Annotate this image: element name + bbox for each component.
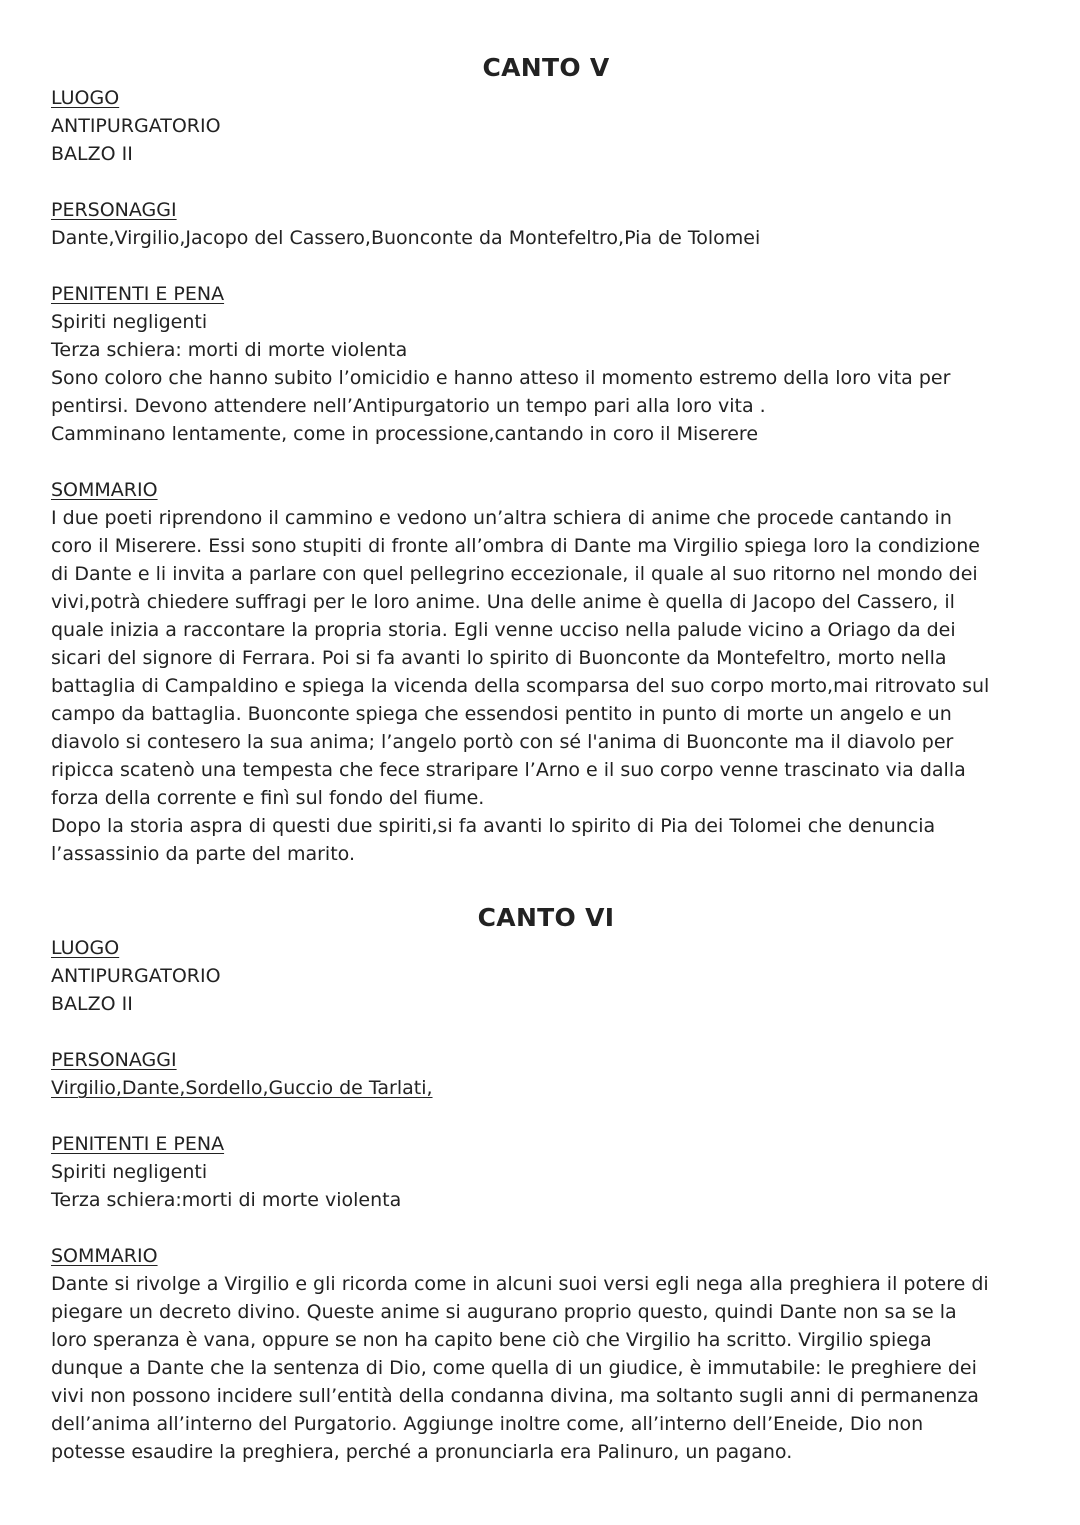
canto-v-sommario-line: vivi,potrà chiedere suffragi per le loro anime. Una delle anime è quella di Jacopo del Cassero, il xyxy=(51,591,955,613)
canto-v-sommario-line: di Dante e li invita a parlare con quel pellegrino eccezionale, il quale al suo ritorno nel mondo dei xyxy=(51,563,978,585)
canto-vi-sommario-line: vivi non possono incidere sull’entità della condanna divina, ma soltanto sugli anni di permanenza xyxy=(51,1385,979,1407)
canto-v-sommario-line: Dopo la storia aspra di questi due spiriti,si fa avanti lo spirito di Pia dei Tolomei che denuncia xyxy=(51,815,936,837)
canto-vi-sommario-line: potesse esaudire la preghiera, perché a pronunciarla era Palinuro, un pagano. xyxy=(51,1441,793,1463)
canto-v-penitenti-section xyxy=(51,280,1041,448)
canto-v-sommario-line: coro il Miserere. Essi sono stupiti di fronte all’ombra di Dante ma Virgilio spiega loro la condizione xyxy=(51,535,980,557)
canto-v-sommario-line: quale inizia a raccontare la propria storia. Egli venne ucciso nella palude vicino a Oriago da dei xyxy=(51,619,956,641)
canto-v-penitenti-line: Spiriti negligenti xyxy=(51,311,208,333)
canto-vi-luogo-line: BALZO II xyxy=(51,993,133,1015)
canto-vi-luogo-heading: LUOGO xyxy=(51,937,120,959)
canto-vi-personaggi-heading: PERSONAGGI xyxy=(51,1049,177,1071)
canto-vi-title: CANTO VI xyxy=(477,903,615,932)
canto-v-sommario-line: campo da battaglia. Buonconte spiega che essendosi pentito in punto di morte un angelo e un xyxy=(51,703,952,725)
canto-v-sommario-line: diavolo si contesero la sua anima; l’angelo portò con sé l'anima di Buonconte ma il diavolo per xyxy=(51,731,954,753)
canto-vi-luogo-line: ANTIPURGATORIO xyxy=(51,965,221,987)
canto-vi-sommario-line: Dante si rivolge a Virgilio e gli ricorda come in alcuni suoi versi egli nega alla preghiera il potere di xyxy=(51,1273,989,1295)
canto-vi-penitenti-heading: PENITENTI E PENA xyxy=(51,1133,225,1155)
canto-vi-penitenti-section xyxy=(51,1130,1041,1214)
canto-vi-sommario-line: piegare un decreto divino. Queste anime si augurano proprio questo, quindi Dante non sa se la xyxy=(51,1301,957,1323)
canto-vi-personaggi-section xyxy=(51,1046,1041,1102)
canto-v-personaggi-section xyxy=(51,196,1041,252)
canto-vi-personaggi-text: Virgilio,Dante,Sordello,Guccio de Tarlati, xyxy=(51,1077,433,1099)
canto-v-personaggi-heading: PERSONAGGI xyxy=(51,199,177,221)
canto-v-penitenti-line: Sono coloro che hanno subito l’omicidio e hanno atteso il momento estremo della loro vita per xyxy=(51,367,951,389)
canto-v-penitenti-heading: PENITENTI E PENA xyxy=(51,283,225,305)
canto-vi-sommario-line: dunque a Dante che la sentenza di Dio, come quella di un giudice, è immutabile: le preghiere dei xyxy=(51,1357,977,1379)
canto-v-luogo-heading: LUOGO xyxy=(51,87,120,109)
canto-vi-sommario-heading: SOMMARIO xyxy=(51,1245,158,1267)
canto-v-penitenti-line: Camminano lentamente, come in processione,cantando in coro il Miserere xyxy=(51,423,759,445)
canto-vi-luogo-section xyxy=(51,934,1041,1018)
canto-vi-sommario-line: dell’anima all’interno del Purgatorio. Aggiunge inoltre come, all’interno dell’Eneide, Dio non xyxy=(51,1413,924,1435)
canto-v-personaggi-text: Dante,Virgilio,Jacopo del Cassero,Buonconte da Montefeltro,Pia de Tolomei xyxy=(51,227,761,249)
canto-vi-penitenti-line: Terza schiera:morti di morte violenta xyxy=(51,1189,402,1211)
canto-v-sommario-line: I due poeti riprendono il cammino e vedono un’altra schiera di anime che procede cantando in xyxy=(51,507,952,529)
canto-vi-penitenti-line: Spiriti negligenti xyxy=(51,1161,208,1183)
canto-v-luogo-section xyxy=(51,84,1041,168)
canto-v-luogo-line: ANTIPURGATORIO xyxy=(51,115,221,137)
canto-vi-sommario-line: loro speranza è vana, oppure se non ha capito bene ciò che Virgilio ha scritto. Virgilio spiega xyxy=(51,1329,932,1351)
canto-v-penitenti-line: pentirsi. Devono attendere nell’Antipurgatorio un tempo pari alla loro vita . xyxy=(51,395,766,417)
canto-v-sommario-heading: SOMMARIO xyxy=(51,479,158,501)
canto-v-title: CANTO V xyxy=(482,53,610,82)
canto-v-sommario-line: l’assassinio da parte del marito. xyxy=(51,843,355,865)
document-page xyxy=(51,52,1041,1466)
canto-v-penitenti-line: Terza schiera: morti di morte violenta xyxy=(51,339,408,361)
canto-v-sommario-line: battaglia di Campaldino e spiega la vicenda della scomparsa del suo corpo morto,mai ritrovato sul xyxy=(51,675,990,697)
canto-v-sommario-section xyxy=(51,476,1041,868)
canto-v-sommario-line: forza della corrente e finì sul fondo del fiume. xyxy=(51,787,485,809)
canto-v-luogo-line: BALZO II xyxy=(51,143,133,165)
canto-v-sommario-line: ripicca scatenò una tempesta che fece straripare l’Arno e il suo corpo venne trascinato via dalla xyxy=(51,759,966,781)
canto-v-sommario-line: sicari del signore di Ferrara. Poi si fa avanti lo spirito di Buonconte da Montefeltro, morto nella xyxy=(51,647,947,669)
canto-vi-sommario-section xyxy=(51,1242,1041,1466)
